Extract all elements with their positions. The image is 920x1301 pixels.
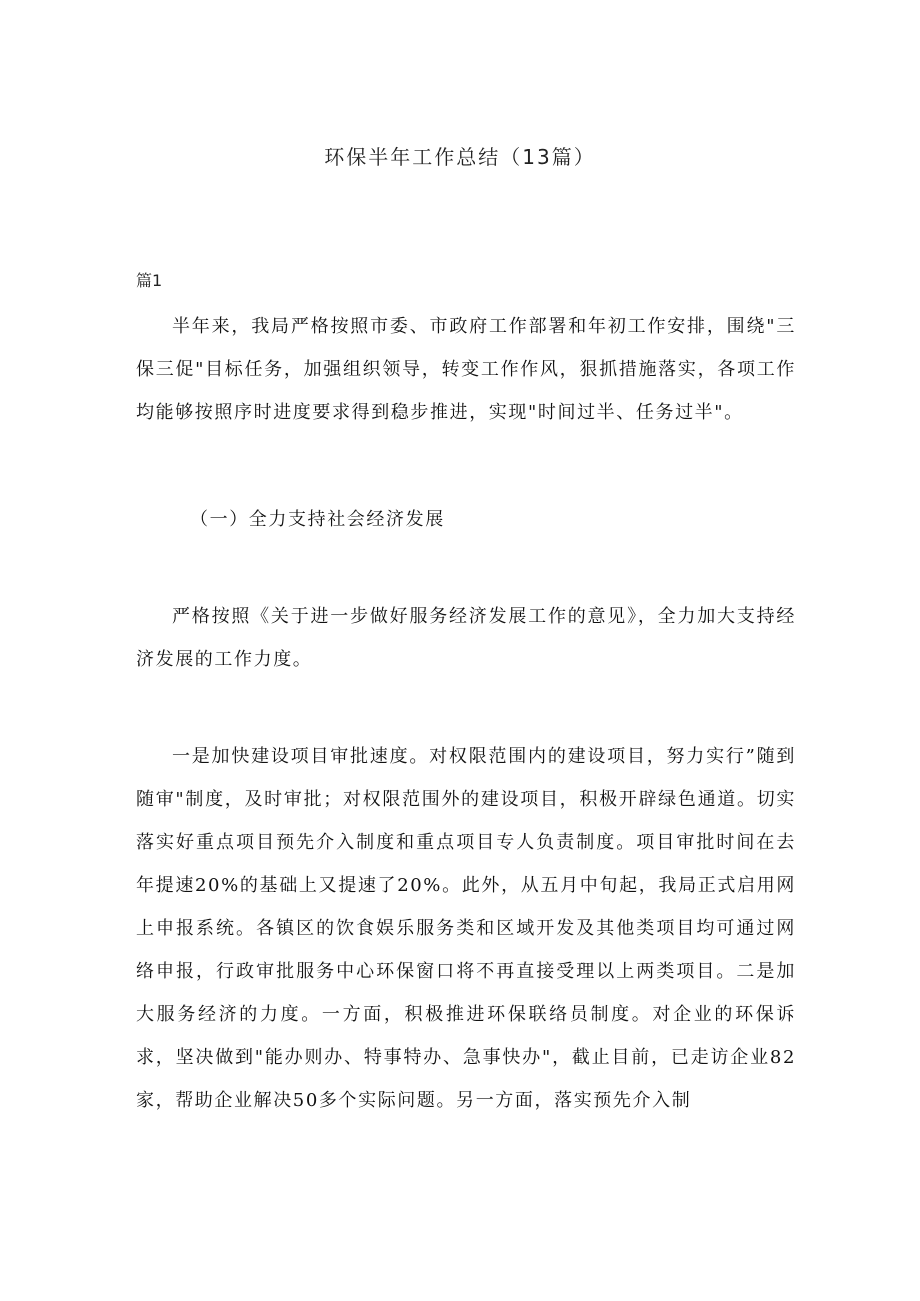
intro-paragraph: 半年来，我局严格按照市委、市政府工作部署和年初工作安排，围绕"三保三促"目标任务，加强组织领导，转变工作作风，狠抓措施落实，各项工作均能够按照序时进度要求得到稳步推进，实现"时间过半、任务过半"。 <box>136 316 796 423</box>
section-heading: （一）全力支持社会经济发展 <box>190 509 445 530</box>
section-label: 篇1 <box>136 271 163 290</box>
paragraph-3: 一是加快建设项目审批速度。对权限范围内的建设项目，努力实行”随到随审"制度，及时审批；对权限范围外的建设项目，积极开辟绿色通道。切实落实好重点项目预先介入制度和重点项目专人负责制度。项目审批时间在去年提速20%的基础上又提速了20%。此外，从五月中旬起，我局正式启用网上申报系统。各镇区的饮食娱乐服务类和区域开发及其他类项目均可通过网络申报，行政审批服务中心环保窗口将不再直接受理以上两类项目。二是加大服务经济的力度。一方面，积极推进环保联络员制度。对企业的环保诉求，坚决做到"能办则办、特事特办、急事快办"，截止目前，已走访企业82家，帮助企业解决50多个实际问题。另一方面，落实预先介入制 <box>136 746 796 1111</box>
document-title: 环保半年工作总结（13篇） <box>324 145 596 169</box>
paragraph-2: 严格按照《关于进一步做好服务经济发展工作的意见》，全力加大支持经济发展的工作力度。 <box>136 606 796 670</box>
